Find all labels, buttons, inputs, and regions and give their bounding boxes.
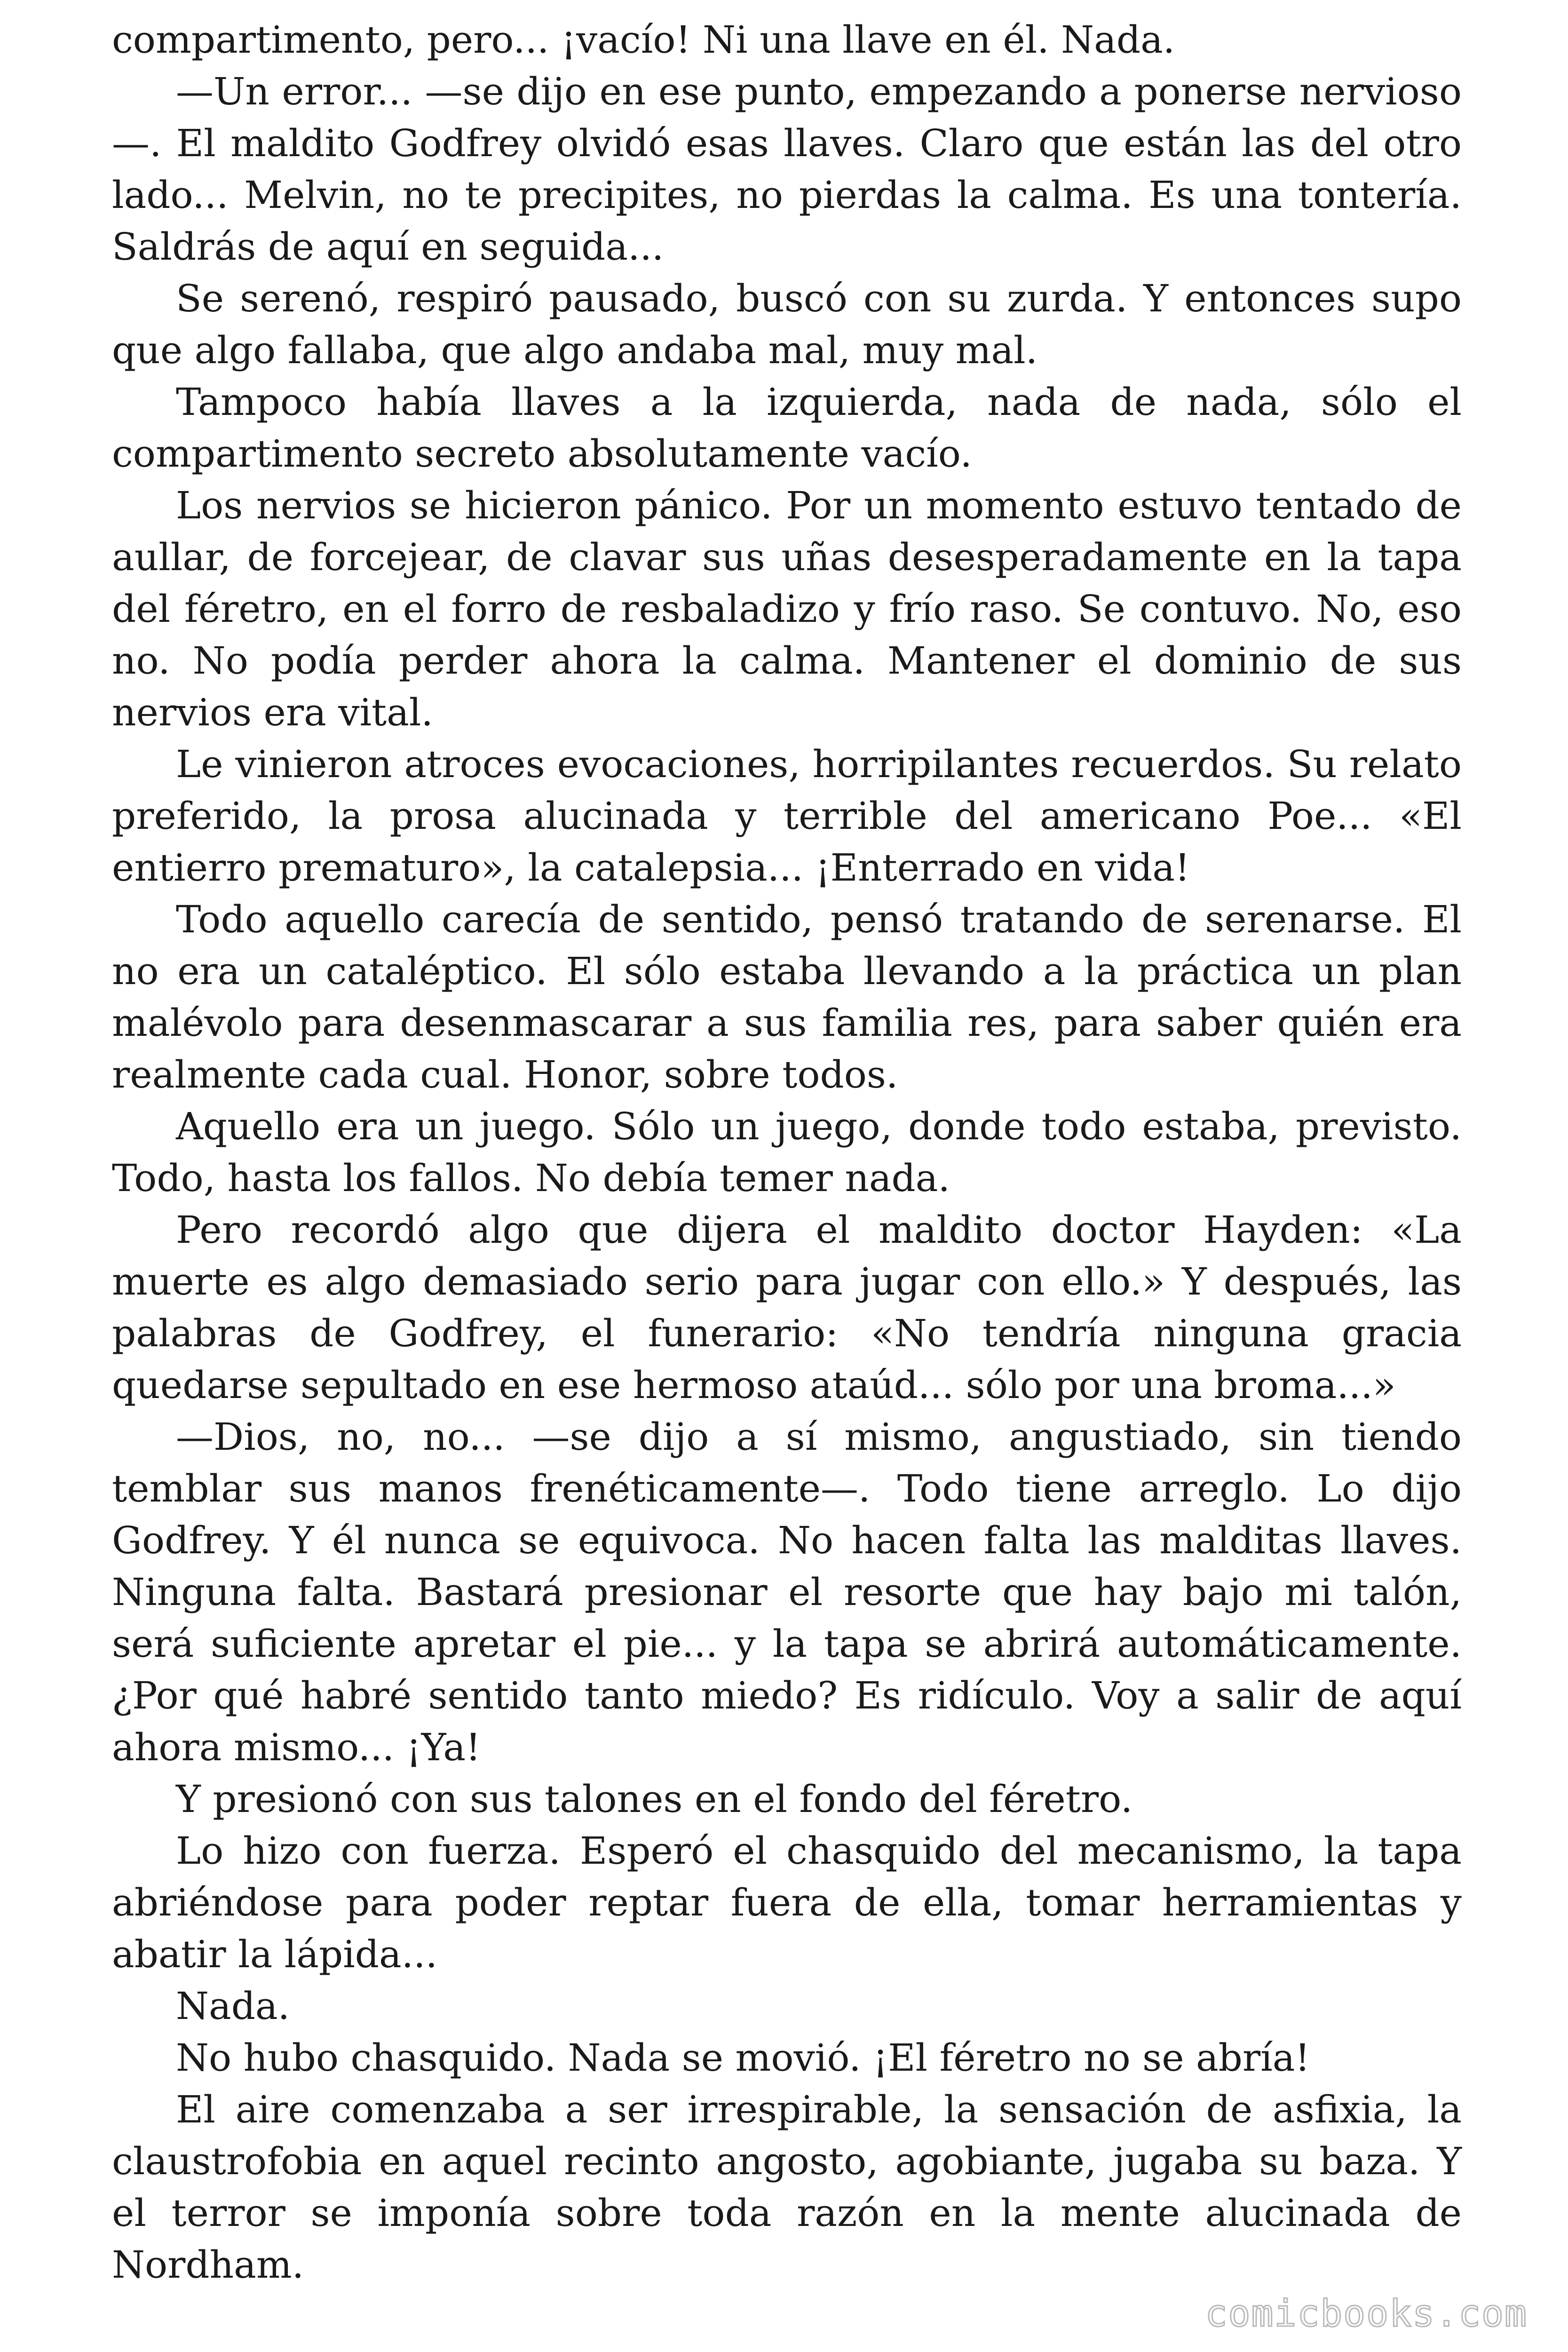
paragraph-9: Pero recordó algo que dijera el maldito doctor Hayden: «La muerte es algo demasiado serio para jugar con ello.» Y después, las palabras de Godfrey, el funerario: «No tendría ninguna gracia quedarse sepultado en ese hermoso ataúd... sólo por una broma...» bbox=[112, 1208, 1462, 1407]
book-page-text bbox=[112, 14, 1462, 2291]
paragraph-15: El aire comenzaba a ser irrespirable, la sensación de asfixia, la claustrofobia en aquel recinto angosto, agobiante, jugaba su baza. Y el terror se imponía sobre toda razón en la mente alucinada de Nordham. bbox=[112, 2088, 1462, 2287]
paragraph-3: Se serenó, respiró pausado, buscó con su zurda. Y entonces supo que algo fallaba, que algo andaba mal, muy mal. bbox=[112, 277, 1462, 372]
paragraph-14: No hubo chasquido. Nada se movió. ¡El féretro no se abría! bbox=[176, 2036, 1310, 2080]
paragraph-4: Tampoco había llaves a la izquierda, nada de nada, sólo el compartimento secreto absolutamente vacío. bbox=[112, 380, 1462, 476]
watermark-logo: comicbooks.com bbox=[1205, 2293, 1528, 2335]
paragraph-10: —Dios, no, no... —se dijo a sí mismo, angustiado, sin tiendo temblar sus manos frenéticamente—. Todo tiene arreglo. Lo dijo Godfrey. Y él nunca se equivoca. No hacen falta las malditas llaves. Ninguna falta. Bastará presionar el resorte que hay bajo mi talón, será suficiente apretar el pie... y la tapa se abrirá automáticamente. ¿Por qué habré sentido tanto miedo? Es ridículo. Voy a salir de aquí ahora mismo... ¡Ya! bbox=[112, 1415, 1462, 1769]
paragraph-13: Nada. bbox=[176, 1984, 290, 2028]
paragraph-1: compartimento, pero... ¡vacío! Ni una llave en él. Nada. bbox=[112, 18, 1175, 62]
paragraph-11: Y presionó con sus talones en el fondo del féretro. bbox=[176, 1777, 1133, 1821]
paragraph-12: Lo hizo con fuerza. Esperó el chasquido del mecanismo, la tapa abriéndose para poder reptar fuera de ella, tomar herramientas y abatir la lápida... bbox=[112, 1829, 1462, 1976]
paragraph-5: Los nervios se hicieron pánico. Por un momento estuvo tentado de aullar, de forcejear, de clavar sus uñas desesperadamente en la tapa del féretro, en el forro de resbaladizo y frío raso. Se contuvo. No, eso no. No podía perder ahora la calma. Mantener el dominio de sus nervios era vital. bbox=[112, 484, 1462, 734]
paragraph-6: Le vinieron atroces evocaciones, horripilantes recuerdos. Su relato preferido, la prosa alucinada y terrible del americano Poe... «El entierro prematuro», la catalepsia... ¡Enterrado en vida! bbox=[112, 742, 1462, 890]
paragraph-7: Todo aquello carecía de sentido, pensó tratando de serenarse. El no era un cataléptico. El sólo estaba llevando a la práctica un plan malévolo para desenmascarar a sus familia res, para saber quién era realmente cada cual. Honor, sobre todos. bbox=[112, 898, 1462, 1097]
paragraph-8: Aquello era un juego. Sólo un juego, donde todo estaba, previsto. Todo, hasta los fallos. No debía temer nada. bbox=[112, 1104, 1462, 1200]
paragraph-2: —Un error... —se dijo en ese punto, empezando a ponerse nervioso—. El maldito Godfrey olvidó esas llaves. Claro que están las del otro lado... Melvin, no te precipites, no pierdas la calma. Es una tontería. Saldrás de aquí en seguida... bbox=[112, 70, 1462, 269]
